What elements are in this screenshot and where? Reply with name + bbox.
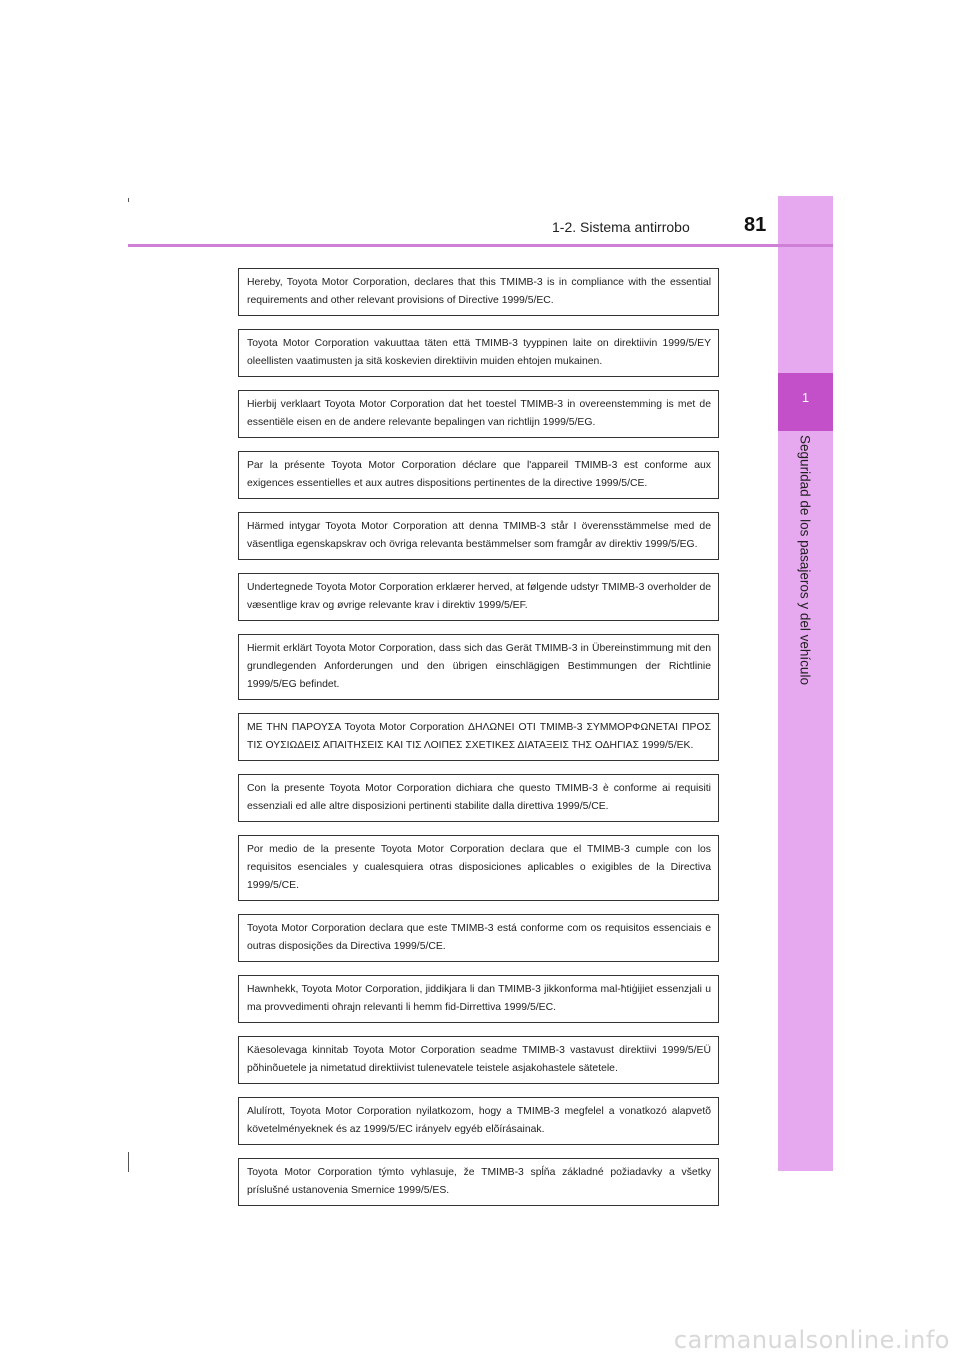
declaration-fi: Toyota Motor Corporation vakuuttaa täten että TMIMB-3 tyyppinen laite on direktiivin 1999/5/EY oleellisten vaatimusten ja sitä koskevien direktiivin muiden ehtojen mukainen.: [238, 329, 719, 377]
declaration-sk: Toyota Motor Corporation týmto vyhlasuje, že TMIMB-3 spĺňa základné požiadavky a všetky príslušné ustanovenia Smernice 1999/5/ES.: [238, 1158, 719, 1206]
declaration-de: Hiermit erklärt Toyota Motor Corporation, dass sich das Gerät TMIMB-3 in Übereinstimmung mit den grundlegenden Anforderungen und den übrigen einschlägigen Bestimmungen der Richtlinie 1999/5/EG befindet.: [238, 634, 719, 700]
declaration-hu: Alulírott, Toyota Motor Corporation nyilatkozom, hogy a TMIMB-3 megfelel a vonatkozó alapvetõ követelményeknek és az 1999/5/EC irányelv egyéb elõírásainak.: [238, 1097, 719, 1145]
chapter-number: 1: [801, 390, 810, 405]
declaration-it: Con la presente Toyota Motor Corporation dichiara che questo TMIMB-3 è conforme ai requisiti essenziali ed alle altre disposizioni pertinenti stabilite dalla direttiva 1999/5/CE.: [238, 774, 719, 822]
declaration-et: Käesolevaga kinnitab Toyota Motor Corporation seadme TMIMB-3 vastavust direktiivi 1999/5/EÜ põhinõuetele ja nimetatud direktiivist tulenevatele teistele asjakohastele sätetele.: [238, 1036, 719, 1084]
chapter-title: Seguridad de los pasajeros y del vehículo: [797, 435, 813, 685]
declaration-mt: Hawnhekk, Toyota Motor Corporation, jiddikjara li dan TMIMB-3 jikkonforma mal-ħtiġijiet essenzjali u ma provvedimenti oħrajn relevanti li hemm fid-Dirrettiva 1999/5/EC.: [238, 975, 719, 1023]
declaration-sv: Härmed intygar Toyota Motor Corporation att denna TMIMB-3 står I överensstämmelse med de väsentliga egenskapskrav och övriga relevanta bestämmelser som framgår av direktiv 1999/5/EG.: [238, 512, 719, 560]
declaration-es: Por medio de la presente Toyota Motor Corporation declara que el TMIMB-3 cumple con los requisitos esenciales y cualesquiera otras disposiciones aplicables o exigibles de la Directiva 1999/5/CE.: [238, 835, 719, 901]
declaration-da: Undertegnede Toyota Motor Corporation erklærer herved, at følgende udstyr TMIMB-3 overholder de væsentlige krav og øvrige relevante krav i direktiv 1999/5/EF.: [238, 573, 719, 621]
declaration-pt: Toyota Motor Corporation declara que este TMIMB-3 está conforme com os requisitos essenciais e outras disposições da Directiva 1999/5/CE.: [238, 914, 719, 962]
declaration-nl: Hierbij verklaart Toyota Motor Corporation dat het toestel TMIMB-3 in overeenstemming is met de essentiële eisen en de andere relevante bepalingen van richtlijn 1999/5/EG.: [238, 390, 719, 438]
page-number: 81: [744, 214, 767, 236]
declaration-en: Hereby, Toyota Motor Corporation, declares that this TMIMB-3 is in compliance with the essential requirements and other relevant provisions of Directive 1999/5/EC.: [238, 268, 719, 316]
declaration-el: ΜΕ ΤΗΝ ΠΑΡΟΥΣΑ Toyota Motor Corporation ΔΗΛΩΝΕΙ ΟΤΙ TMIMB-3 ΣΥΜΜΟΡΦΩΝΕΤΑΙ ΠΡΟΣ ΤΙΣ ΟΥΣΙΩΔΕΙΣ ΑΠΑΙΤΗΣΕΙΣ ΚΑΙ ΤΙΣ ΛΟΙΠΕΣ ΣΧΕΤΙΚΕΣ ΔΙΑΤΑΞΕΙΣ ΤΗΣ ΟΔΗΓΙΑΣ 1999/5/ΕΚ.: [238, 713, 719, 761]
crop-mark: [128, 198, 129, 202]
watermark-text: carmanualsonline.info: [673, 1326, 950, 1354]
section-title: 1-2. Sistema antirrobo: [552, 219, 690, 235]
declaration-list: [238, 268, 719, 1219]
header-rule: [128, 244, 833, 247]
crop-mark: [128, 1152, 129, 1172]
declaration-fr: Par la présente Toyota Motor Corporation déclare que l'appareil TMIMB-3 est conforme aux exigences essentielles et aux autres dispositions pertinentes de la directive 1999/5/CE.: [238, 451, 719, 499]
